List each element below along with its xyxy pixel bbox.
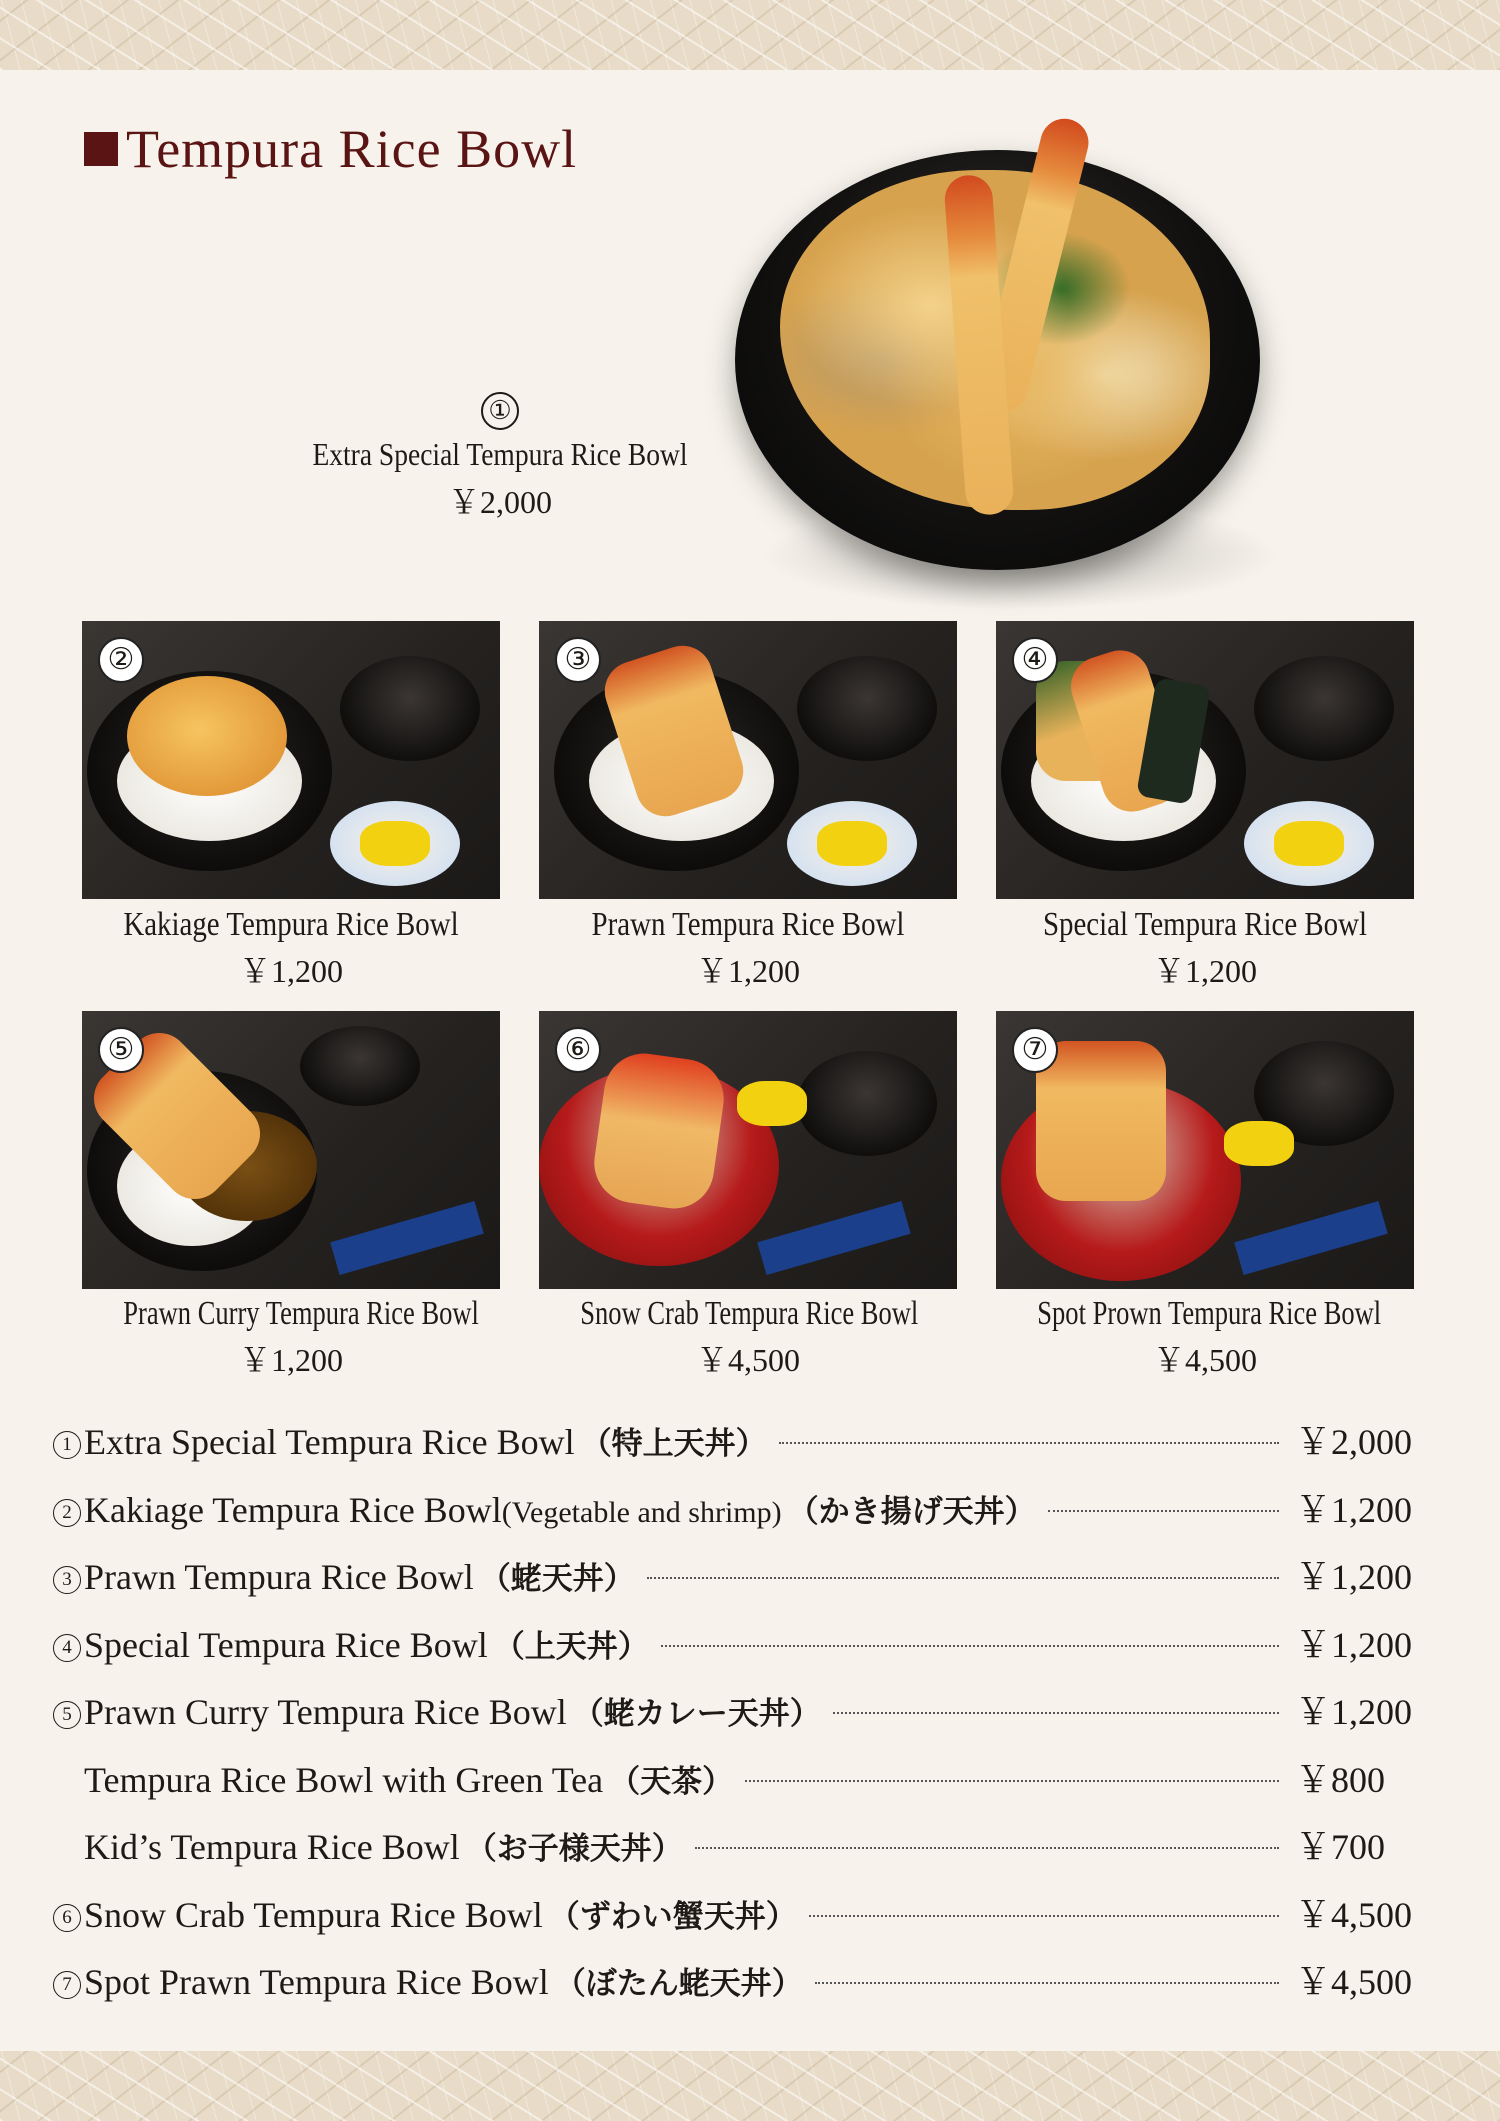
menu-list-row [50, 1819, 1425, 1887]
price-list [50, 1414, 1425, 2022]
menu-row-japanese-name: （蛯カレー天丼） [572, 1696, 821, 1732]
dish-price: ￥4,500 [695, 1342, 800, 1378]
title-square-icon [84, 132, 118, 166]
dish-price: ￥1,200 [238, 1342, 343, 1378]
menu-row-name: Tempura Rice Bowl with Green Tea [84, 1759, 604, 1800]
menu-row-name: Extra Special Tempura Rice Bowl [84, 1422, 575, 1462]
dish-name: Kakiage Tempura Rice Bowl [123, 906, 459, 943]
hero-number: ① [481, 392, 519, 430]
menu-row-japanese-name: （蛯天丼） [479, 1561, 635, 1597]
menu-row-index-circle: 4 [53, 1634, 81, 1662]
dish-photo-7 [996, 1011, 1414, 1289]
spot-prawn-tempura [1036, 1041, 1166, 1201]
dish-number-7: ⑦ [1012, 1027, 1058, 1073]
dot-leader [647, 1577, 1279, 1579]
menu-row-japanese-name: （上天丼） [493, 1628, 649, 1665]
dot-leader [745, 1780, 1279, 1782]
dish-photo-5 [82, 1011, 500, 1289]
menu-row-index [50, 1499, 84, 1527]
menu-list-row [50, 1752, 1425, 1820]
menu-row-name: Snow Crab Tempura Rice Bowl [84, 1894, 543, 1935]
hero-price: ￥2,000 [447, 484, 552, 520]
dish-caption-2 [76, 906, 506, 992]
dish-photo-3 [539, 621, 957, 899]
menu-row-index [50, 1431, 84, 1459]
dish-name: Snow Crab Tempura Rice Bowl [580, 1295, 919, 1332]
menu-row-japanese-name: （特上天丼） [580, 1426, 767, 1462]
menu-row-index-circle: 3 [53, 1566, 81, 1594]
pickle [360, 821, 430, 866]
menu-list-row [50, 1954, 1425, 2022]
soup-bowl [797, 1051, 937, 1156]
pickle [1274, 821, 1344, 866]
menu-row-price: ￥2,000 [1295, 1422, 1413, 1462]
dot-leader [779, 1442, 1279, 1444]
hero-name: Extra Special Tempura Rice Bowl [312, 436, 688, 472]
menu-row-price: ￥4,500 [1295, 1894, 1413, 1935]
dot-leader [661, 1645, 1279, 1647]
dish-photo-2 [82, 621, 500, 899]
menu-row-name: Kakiage Tempura Rice Bowl [84, 1489, 502, 1530]
menu-row-price: ￥4,500 [1295, 1962, 1413, 2002]
soup-bowl [1254, 656, 1394, 761]
dot-leader [695, 1847, 1279, 1849]
dish-number-3: ③ [555, 637, 601, 683]
soup-bowl [340, 656, 480, 761]
dish-number-2: ② [98, 637, 144, 683]
top-pattern-band [0, 0, 1500, 70]
dish-caption-4 [990, 906, 1420, 992]
menu-row-name: Spot Prawn Tempura Rice Bowl [84, 1962, 549, 2002]
dish-price: ￥4,500 [1152, 1342, 1257, 1378]
dish-price: ￥1,200 [238, 953, 343, 989]
menu-row-japanese-name: （ずわい蟹天丼） [548, 1898, 797, 1935]
pickle [737, 1081, 807, 1126]
hero-caption [230, 392, 770, 523]
dot-leader [809, 1915, 1279, 1917]
pickle [1224, 1121, 1294, 1166]
soup-bowl [300, 1026, 420, 1106]
page-title-text: Tempura Rice Bowl [126, 119, 578, 179]
dish-photo-6 [539, 1011, 957, 1289]
chopsticks [1234, 1201, 1388, 1275]
menu-row-price: ￥1,200 [1295, 1557, 1413, 1597]
menu-row-price: ￥1,200 [1295, 1624, 1413, 1665]
menu-row-name: Special Tempura Rice Bowl [84, 1624, 488, 1665]
menu-list-row [50, 1549, 1425, 1617]
menu-row-price: ￥800 [1295, 1759, 1386, 1800]
dish-number-5: ⑤ [98, 1027, 144, 1073]
dish-name: Prawn Tempura Rice Bowl [591, 906, 905, 943]
pickle [817, 821, 887, 866]
menu-row-index [50, 1904, 84, 1932]
dish-number-4: ④ [1012, 637, 1058, 683]
menu-row-name: Prawn Curry Tempura Rice Bowl [84, 1692, 567, 1732]
menu-row-index [50, 1971, 84, 1999]
menu-row-index [50, 1566, 84, 1594]
menu-list-row [50, 1684, 1425, 1752]
menu-row-japanese-name: （かき揚げ天丼） [787, 1493, 1036, 1530]
menu-row-index [50, 1701, 84, 1729]
chopsticks [330, 1201, 484, 1275]
menu-list-row [50, 1617, 1425, 1685]
dish-number-6: ⑥ [555, 1027, 601, 1073]
menu-row-index-circle: 5 [53, 1701, 81, 1729]
menu-row-name: Kid’s Tempura Rice Bowl [84, 1827, 460, 1867]
menu-row-index-circle: 6 [53, 1904, 81, 1932]
kakiage [127, 676, 287, 796]
menu-row-index-circle: 7 [53, 1971, 81, 1999]
dish-name: Special Tempura Rice Bowl [1042, 906, 1368, 943]
menu-row-index-circle: 2 [53, 1499, 81, 1527]
dish-caption-6 [533, 1295, 963, 1381]
page-title [84, 118, 577, 180]
dish-photo-4 [996, 621, 1414, 899]
menu-row-index [50, 1634, 84, 1662]
bottom-pattern-band [0, 2051, 1500, 2121]
dot-leader [1048, 1510, 1279, 1512]
dish-name: Prawn Curry Tempura Rice Bowl [123, 1295, 479, 1332]
menu-list-row [50, 1482, 1425, 1550]
dish-caption-5 [76, 1295, 506, 1381]
chopsticks [757, 1201, 911, 1275]
menu-row-price: ￥1,200 [1295, 1692, 1413, 1732]
menu-row-note: (Vegetable and shrimp) [501, 1495, 782, 1529]
menu-row-name: Prawn Tempura Rice Bowl [84, 1557, 474, 1597]
soup-bowl [797, 656, 937, 761]
menu-list-row [50, 1887, 1425, 1955]
menu-list-row [50, 1414, 1425, 1482]
menu-row-index-circle: 1 [53, 1431, 81, 1459]
dish-price: ￥1,200 [1152, 953, 1257, 989]
dish-price: ￥1,200 [695, 953, 800, 989]
dot-leader [815, 1982, 1279, 1984]
snow-crab-tempura [589, 1048, 729, 1213]
menu-row-price: ￥700 [1295, 1827, 1386, 1867]
menu-row-price: ￥1,200 [1295, 1489, 1413, 1530]
dish-name: Spot Prown Tempura Rice Bowl [1037, 1295, 1382, 1332]
menu-row-japanese-name: （お子様天丼） [465, 1831, 683, 1867]
dish-caption-7 [990, 1295, 1420, 1381]
menu-row-japanese-name: （天茶） [609, 1763, 734, 1800]
dot-leader [833, 1712, 1279, 1714]
menu-row-japanese-name: （ぼたん蛯天丼） [554, 1966, 803, 2002]
dish-caption-3 [533, 906, 963, 992]
